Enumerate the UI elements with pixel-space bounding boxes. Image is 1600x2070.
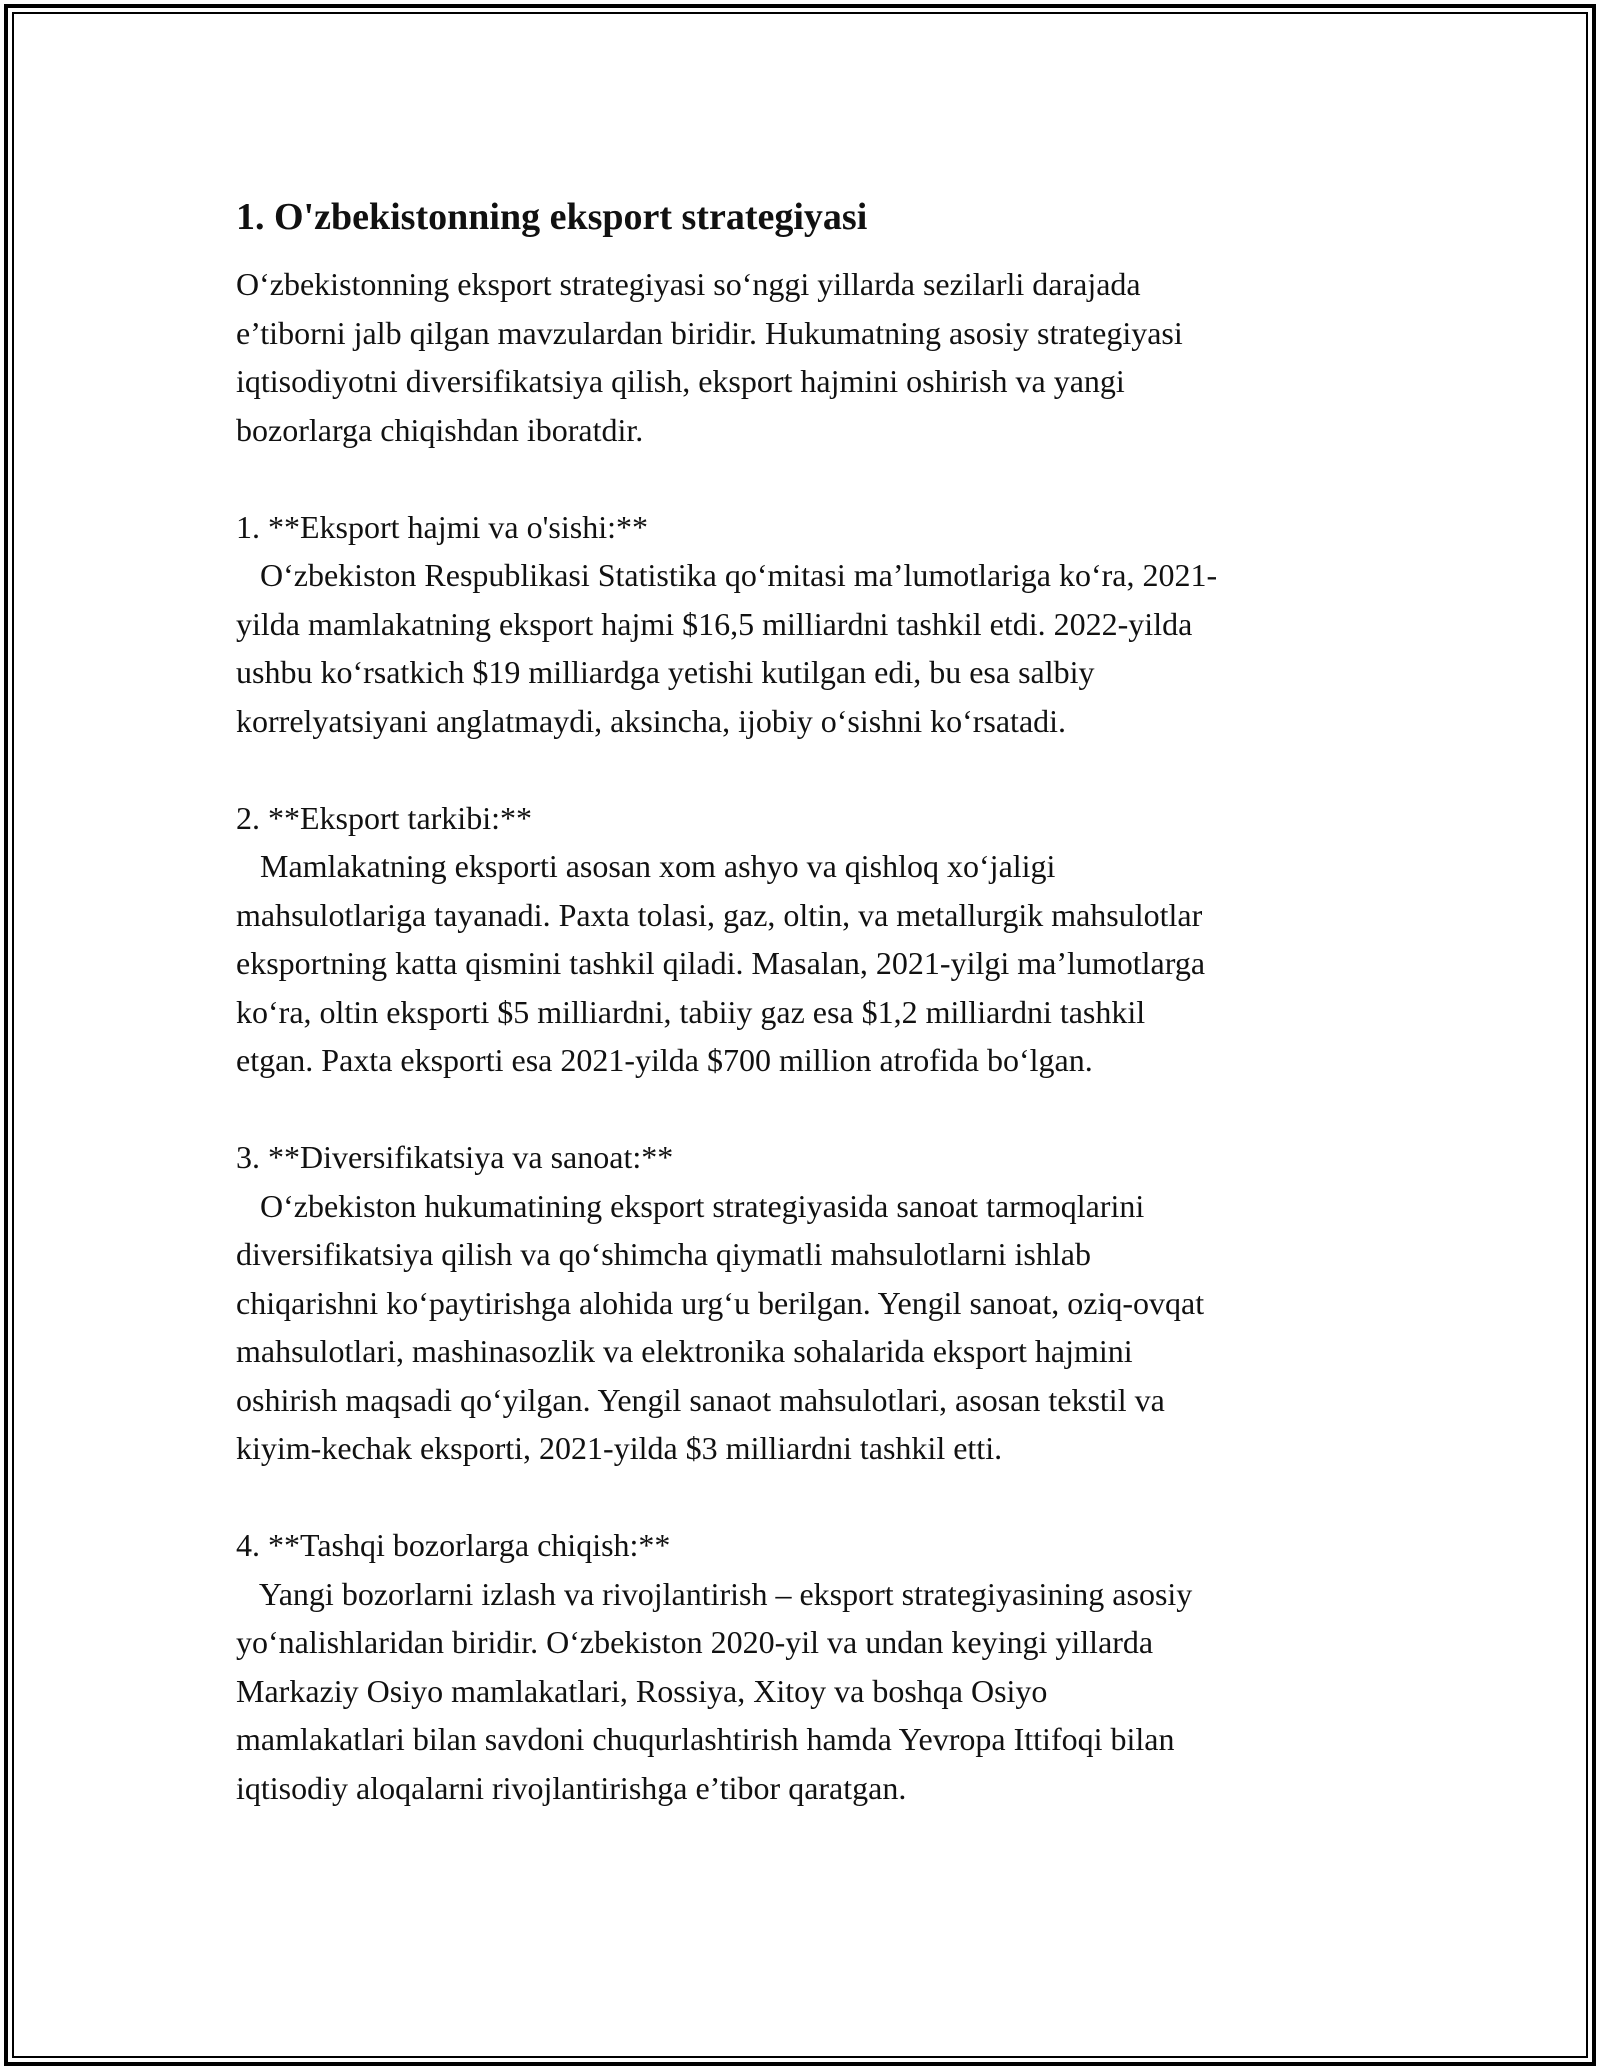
section-line: ushbu ko‘rsatkich $19 milliardga yetishi kutilgan edi, bu esa salbiy (236, 654, 1095, 690)
intro-line: e’tiborni jalb qilgan mavzulardan biridir. Hukumatning asosiy strategiyasi (236, 314, 1183, 351)
section-title: 2. **Eksport tarkibi:** (236, 799, 532, 836)
section-line: mahsulotlari, mashinasozlik va elektronika sohalarida eksport hajmini (236, 1333, 1133, 1369)
section-line: diversifikatsiya qilish va qo‘shimcha qiymatli mahsulotlarni ishlab (236, 1236, 1091, 1272)
intro-paragraph (236, 260, 1376, 454)
section-line: Mamlakatning eksporti asosan xom ashyo va qishloq xo‘jaligi (236, 848, 1056, 884)
section-line: korrelyatsiyani anglatmaydi, aksincha, ijobiy o‘sishni ko‘rsatadi. (236, 702, 1067, 739)
section-line: yilda mamlakatning eksport hajmi $16,5 milliardni tashkil etdi. 2022-yilda (236, 605, 1193, 642)
section-line: O‘zbekiston Respublikasi Statistika qo‘mitasi ma’lumotlariga ko‘ra, 2021- (236, 557, 1218, 593)
section-line: eksportning katta qismini tashkil qiladi. Masalan, 2021-yilgi ma’lumotlarga (236, 945, 1206, 981)
section-line: oshirish maqsadi qo‘yilgan. Yengil sanaot mahsulotlari, asosan tekstil va (236, 1381, 1165, 1418)
section-title: 1. **Eksport hajmi va o'sishi:** (236, 508, 648, 545)
section-line: Markaziy Osiyo mamlakatlari, Rossiya, Xitoy va boshqa Osiyo (236, 1672, 1048, 1709)
section-export-volume (236, 503, 1376, 746)
section-line: kiyim-kechak eksporti, 2021-yilda $3 milliardni tashkil etti. (236, 1430, 1003, 1466)
intro-line: iqtisodiyotni diversifikatsiya qilish, eksport hajmini oshirish va yangi (236, 363, 1125, 399)
section-foreign-markets (236, 1521, 1376, 1812)
intro-line: bozorlarga chiqishdan iboratdir. (236, 411, 644, 448)
section-line: O‘zbekiston hukumatining eksport strategiyasida sanoat tarmoqlarini (236, 1187, 1145, 1224)
intro-line: O‘zbekistonning eksport strategiyasi so‘nggi yillarda sezilarli darajada (236, 266, 1141, 302)
section-line: chiqarishni ko‘paytirishga alohida urg‘u berilgan. Yengil sanoat, oziq-ovqat (236, 1284, 1205, 1321)
section-line: ko‘ra, oltin eksporti $5 milliardni, tabiiy gaz esa $1,2 milliardni tashkil (236, 993, 1146, 1030)
section-line: mahsulotlariga tayanadi. Paxta tolasi, gaz, oltin, va metallurgik mahsulotlar (236, 896, 1203, 933)
section-title: 3. **Diversifikatsiya va sanoat:** (236, 1139, 674, 1175)
section-export-composition (236, 794, 1376, 1085)
section-diversification (236, 1133, 1376, 1473)
document-page (236, 182, 1376, 1812)
section-line: iqtisodiy aloqalarni rivojlantirishga e’tibor qaratgan. (236, 1769, 907, 1806)
section-line: yo‘nalishlaridan biridir. O‘zbekiston 2020-yil va undan keyingi yillarda (236, 1624, 1154, 1660)
document-heading: 1. O'zbekistonning eksport strategiyasi (236, 196, 868, 238)
section-line: etgan. Paxta eksporti esa 2021-yilda $700 million atrofida bo‘lgan. (236, 1042, 1093, 1078)
section-line: Yangi bozorlarni izlash va rivojlantirish – eksport strategiyasining asosiy (236, 1575, 1193, 1612)
section-title: 4. **Tashqi bozorlarga chiqish:** (236, 1527, 671, 1563)
section-line: mamlakatlari bilan savdoni chuqurlashtirish hamda Yevropa Ittifoqi bilan (236, 1721, 1175, 1757)
